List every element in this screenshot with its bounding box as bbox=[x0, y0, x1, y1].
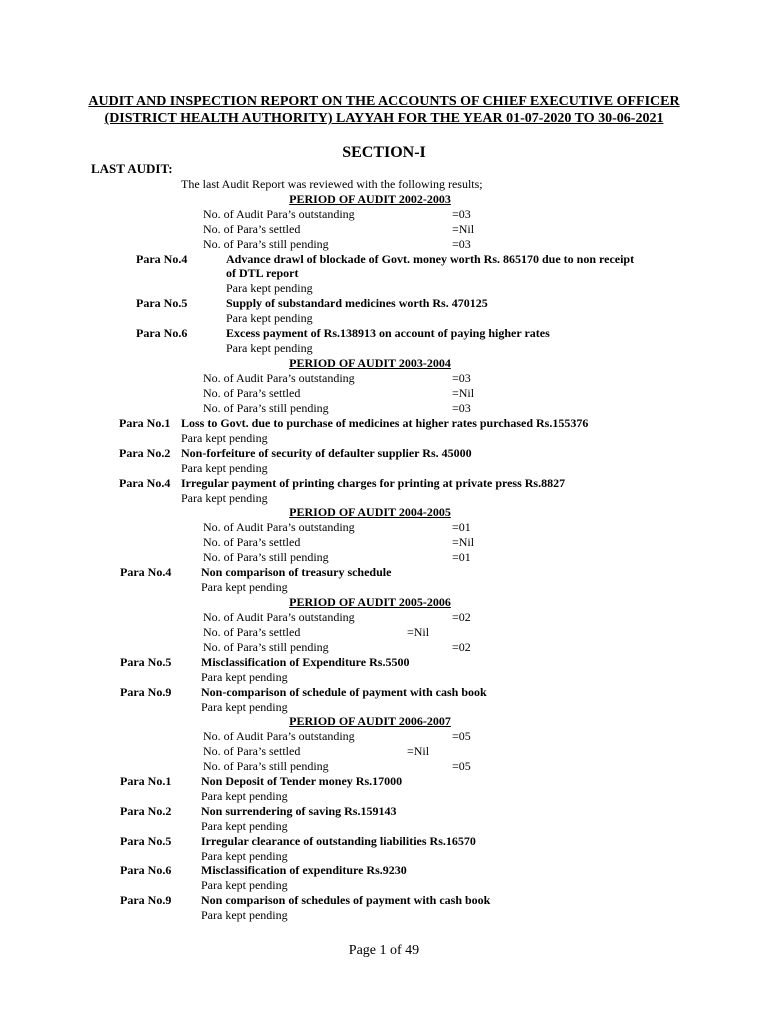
para-number: Para No.5 bbox=[120, 655, 172, 669]
period-heading: PERIOD OF AUDIT 2006-2007 bbox=[289, 714, 451, 728]
stat-label: No. of Para’s settled bbox=[203, 386, 301, 400]
para-number: Para No.2 bbox=[120, 804, 172, 818]
para-status: Para kept pending bbox=[201, 670, 288, 684]
para-description: Excess payment of Rs.138913 on account of paying higher rates bbox=[226, 326, 550, 340]
para-status: Para kept pending bbox=[201, 700, 288, 714]
stat-label: No. of Para’s settled bbox=[203, 535, 301, 549]
para-status: Para kept pending bbox=[181, 491, 268, 505]
stat-label: No. of Para’s still pending bbox=[203, 640, 329, 654]
stat-label: No. of Para’s still pending bbox=[203, 401, 329, 415]
para-number: Para No.4 bbox=[119, 476, 171, 490]
stat-value: =Nil bbox=[407, 744, 430, 758]
para-description: Non comparison of schedules of payment with cash book bbox=[201, 893, 491, 907]
stat-value: =02 bbox=[452, 640, 471, 654]
stat-value: =01 bbox=[452, 550, 471, 564]
stat-value: =Nil bbox=[452, 222, 475, 236]
para-status: Para kept pending bbox=[201, 849, 288, 863]
intro-text: The last Audit Report was reviewed with the following results; bbox=[181, 177, 483, 191]
para-description: Loss to Govt. due to purchase of medicines at higher rates purchased Rs.155376 bbox=[181, 416, 589, 430]
stat-value: =01 bbox=[452, 520, 471, 534]
stat-label: No. of Audit Para’s outstanding bbox=[203, 207, 355, 221]
stat-label: No. of Audit Para’s outstanding bbox=[203, 371, 355, 385]
para-description: Non Deposit of Tender money Rs.17000 bbox=[201, 774, 403, 788]
para-status: Para kept pending bbox=[226, 341, 313, 355]
para-status: Para kept pending bbox=[226, 281, 313, 295]
stat-value: =Nil bbox=[452, 386, 475, 400]
stat-value: =03 bbox=[452, 237, 471, 251]
stat-label: No. of Audit Para’s outstanding bbox=[203, 610, 355, 624]
stat-label: No. of Para’s still pending bbox=[203, 550, 329, 564]
para-number: Para No.9 bbox=[120, 685, 172, 699]
stat-value: =05 bbox=[452, 759, 471, 773]
para-description: Non comparison of treasury schedule bbox=[201, 565, 392, 579]
period-heading: PERIOD OF AUDIT 2002-2003 bbox=[289, 192, 451, 206]
para-status: Para kept pending bbox=[181, 431, 268, 445]
stat-label: No. of Para’s still pending bbox=[203, 759, 329, 773]
para-number: Para No.9 bbox=[120, 893, 172, 907]
stat-value: =03 bbox=[452, 207, 471, 221]
period-heading: PERIOD OF AUDIT 2005-2006 bbox=[289, 595, 451, 609]
para-number: Para No.6 bbox=[136, 326, 188, 340]
para-number: Para No.1 bbox=[119, 416, 171, 430]
para-number: Para No.2 bbox=[119, 446, 171, 460]
para-number: Para No.4 bbox=[120, 565, 172, 579]
para-description: Misclassification of expenditure Rs.9230 bbox=[201, 863, 407, 877]
stat-value: =Nil bbox=[452, 535, 475, 549]
period-heading: PERIOD OF AUDIT 2003-2004 bbox=[289, 356, 451, 370]
stat-value: =03 bbox=[452, 371, 471, 385]
period-heading: PERIOD OF AUDIT 2004-2005 bbox=[289, 505, 451, 519]
para-status: Para kept pending bbox=[201, 878, 288, 892]
stat-value: =05 bbox=[452, 729, 471, 743]
stat-value: =03 bbox=[452, 401, 471, 415]
stat-label: No. of Para’s settled bbox=[203, 222, 301, 236]
report-title-line-1: AUDIT AND INSPECTION REPORT ON THE ACCOUNTS OF CHIEF EXECUTIVE OFFICER bbox=[88, 94, 680, 109]
para-number: Para No.6 bbox=[120, 863, 172, 877]
para-status: Para kept pending bbox=[201, 819, 288, 833]
stat-label: No. of Para’s settled bbox=[203, 744, 301, 758]
stat-label: No. of Para’s settled bbox=[203, 625, 301, 639]
para-status: Para kept pending bbox=[201, 908, 288, 922]
stat-value: =02 bbox=[452, 610, 471, 624]
para-description: Advance drawl of blockade of Govt. money worth Rs. 865170 due to non receipt bbox=[226, 252, 635, 266]
para-description: Supply of substandard medicines worth Rs. 470125 bbox=[226, 296, 488, 310]
stat-label: No. of Audit Para’s outstanding bbox=[203, 520, 355, 534]
para-number: Para No.1 bbox=[120, 774, 172, 788]
para-status: Para kept pending bbox=[181, 461, 268, 475]
para-number: Para No.5 bbox=[120, 834, 172, 848]
para-description: Non surrendering of saving Rs.159143 bbox=[201, 804, 397, 818]
para-status: Para kept pending bbox=[226, 311, 313, 325]
para-status: Para kept pending bbox=[201, 580, 288, 594]
para-description: Non-forfeiture of security of defaulter supplier Rs. 45000 bbox=[181, 446, 472, 460]
para-description: Misclassification of Expenditure Rs.5500 bbox=[201, 655, 410, 669]
report-title-line-2: (DISTRICT HEALTH AUTHORITY) LAYYAH FOR THE YEAR 01-07-2020 TO 30-06-2021 bbox=[104, 111, 664, 126]
para-description: Irregular payment of printing charges for printing at private press Rs.8827 bbox=[181, 476, 566, 490]
section-heading: SECTION-I bbox=[342, 144, 426, 161]
stat-label: No. of Audit Para’s outstanding bbox=[203, 729, 355, 743]
stat-label: No. of Para’s still pending bbox=[203, 237, 329, 251]
last-audit-label: LAST AUDIT: bbox=[91, 161, 173, 176]
para-description: of DTL report bbox=[226, 266, 299, 280]
para-number: Para No.5 bbox=[136, 296, 188, 310]
stat-value: =Nil bbox=[407, 625, 430, 639]
para-number: Para No.4 bbox=[136, 252, 188, 266]
para-description: Non-comparison of schedule of payment with cash book bbox=[201, 685, 487, 699]
para-description: Irregular clearance of outstanding liabilities Rs.16570 bbox=[201, 834, 476, 848]
page-number: Page 1 of 49 bbox=[348, 943, 420, 958]
para-status: Para kept pending bbox=[201, 789, 288, 803]
